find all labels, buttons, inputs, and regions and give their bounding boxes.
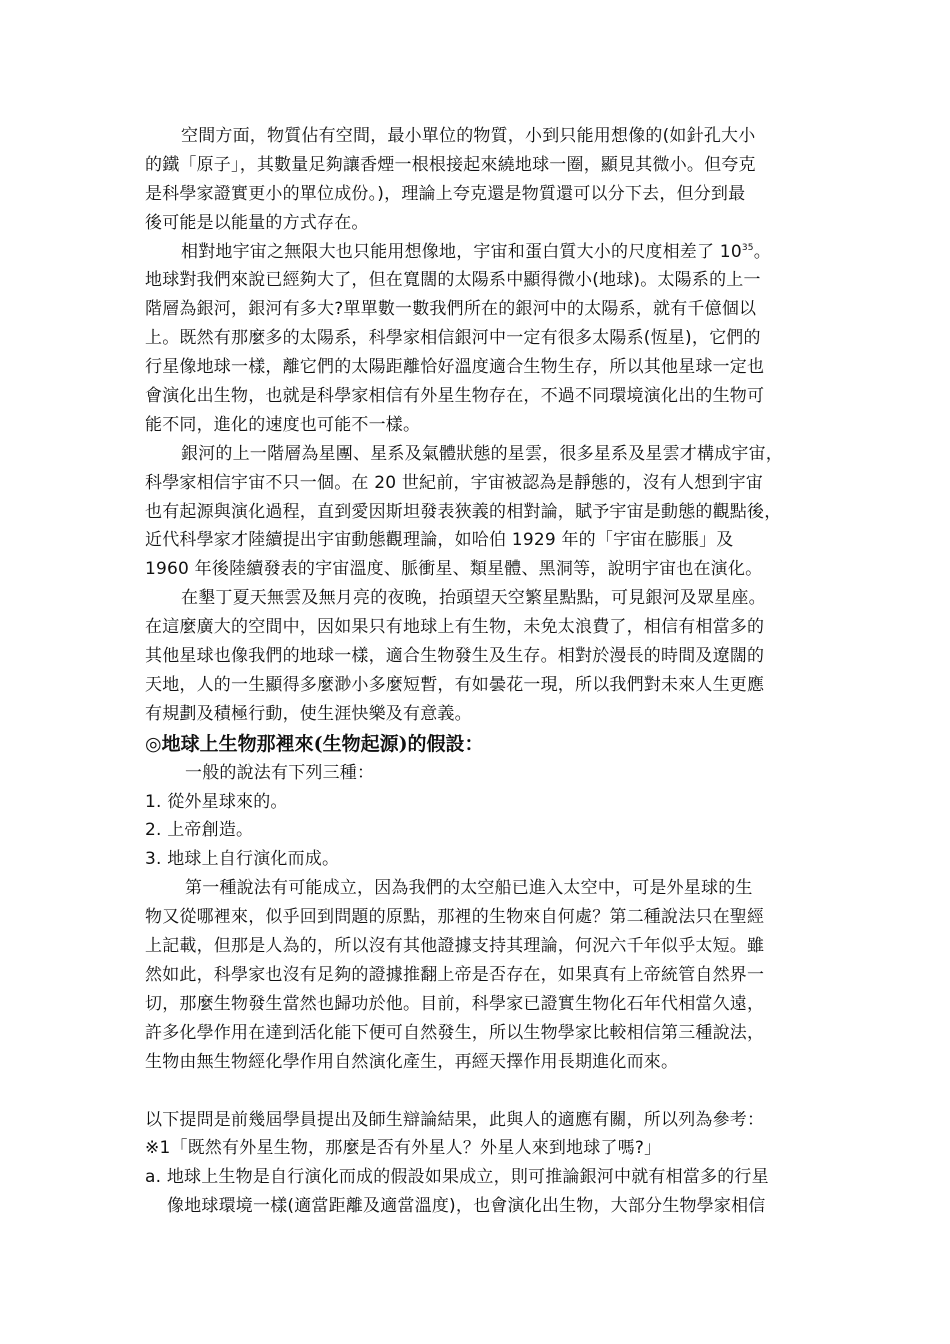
paragraph-text: 相對地宇宙之無限大也只能用想像地，宇宙和蛋白質大小的尺度相差了 10 — [181, 241, 742, 262]
paragraph-line: 切，那麼生物發生當然也歸功於他。目前，科學家已證實生物化石年代相當久遠， — [145, 993, 765, 1014]
paragraph-line: 其他星球也像我們的地球一樣，適合生物發生及生存。相對於漫長的時間及遼闊的 — [145, 646, 765, 667]
paragraph-line: 在墾丁夏天無雲及無月亮的夜晚，抬頭望天空繁星點點，可見銀河及眾星座。 — [181, 588, 766, 609]
paragraph-text: 。 — [753, 241, 771, 262]
paragraph-line: 行星像地球一樣，離它們的太陽距離恰好溫度適合生物生存，所以其他星球一定也 — [145, 357, 765, 378]
exponent: 35 — [741, 242, 754, 253]
list-item: 3. 地球上自行演化而成。 — [145, 849, 340, 870]
paragraph-line: 天地，人的一生顯得多麼渺小多麼短暫，有如曇花一現，所以我們對未來人生更應 — [145, 674, 765, 695]
answer-line: 像地球環境一樣(適當距離及適當溫度)，也會演化出生物，大部分生物學家相信 — [167, 1196, 766, 1217]
paragraph-line: 1960 年後陸續發表的宇宙溫度、脈衝星、類星體、黑洞等，說明宇宙也在演化。 — [145, 559, 763, 580]
paragraph-line: 許多化學作用在達到活化能下便可自然發生，所以生物學家比較相信第三種說法， — [145, 1022, 765, 1043]
paragraph-line: 地球對我們來說已經夠大了，但在寬闊的太陽系中顯得微小(地球)。太陽系的上一 — [145, 270, 761, 291]
paragraph-line: 空間方面，物質佔有空間，最小單位的物質，小到只能用想像的(如針孔大小 — [181, 126, 756, 146]
paragraph-line: 在這麼廣大的空間中，因如果只有地球上有生物，未免太浪費了，相信有相當多的 — [145, 617, 765, 638]
paragraph-line: 以下提問是前幾屆學員提出及師生辯論結果，此與人的適應有關，所以列為參考： — [145, 1109, 765, 1130]
blank-line — [145, 1077, 857, 1106]
paragraph-line: 階層為銀河，銀河有多大?單單數一數我們所在的銀河中的太陽系，就有千億個以 — [145, 299, 757, 320]
paragraph-line: 近代科學家才陸續提出宇宙動態觀理論，如哈伯 1929 年的「宇宙在膨脹」及 — [145, 530, 734, 551]
section-heading: ◎地球上生物那裡來(生物起源)的假設： — [145, 732, 484, 755]
paragraph-line: 銀河的上一階層為星團、星系及氣體狀態的星雲，很多星系及星雲才構成宇宙， — [181, 443, 783, 464]
paragraph-line: 後可能是以能量的方式存在。 — [145, 212, 369, 233]
paragraph-line: 物又從哪裡來，似乎回到問題的原點，那裡的生物來自何處？第二種說法只在聖經 — [145, 907, 765, 928]
list-item: 2. 上帝創造。 — [145, 820, 254, 841]
paragraph-line: 有規劃及積極行動，使生涯快樂及有意義。 — [145, 703, 472, 724]
intro-line: 一般的說法有下列三種： — [185, 762, 375, 783]
paragraph-line: 會演化出生物，也就是科學家相信有外星生物存在，不過不同環境演化出的生物可 — [145, 386, 765, 407]
paragraph-line: 上記載，但那是人為的，所以沒有其他證據支持其理論，何況六千年似乎太短。雖 — [145, 936, 765, 957]
paragraph-line: 上。既然有那麼多的太陽系，科學家相信銀河中一定有很多太陽系(恆星)，它們的 — [145, 328, 761, 349]
paragraph-line: 也有起源與演化過程，直到愛因斯坦發表狹義的相對論，賦予宇宙是動態的觀點後， — [145, 501, 782, 522]
paragraph-line: 生物由無生物經化學作用自然演化產生，再經天擇作用長期進化而來。 — [145, 1051, 679, 1072]
paragraph-line: 然如此，科學家也沒有足夠的證據推翻上帝是否存在，如果真有上帝統管自然界一 — [145, 964, 765, 985]
paragraph-line: 科學家相信宇宙不只一個。在 20 世紀前，宇宙被認為是靜態的，沒有人想到宇宙 — [145, 472, 764, 493]
answer-line: a. 地球上生物是自行演化而成的假設如果成立，則可推論銀河中就有相當多的行星 — [145, 1167, 769, 1188]
paragraph-line: 能不同，進化的速度也可能不一樣。 — [145, 414, 421, 435]
paragraph-line — [145, 238, 857, 267]
question-line: ※1「既然有外星生物，那麼是否有外星人？外星人來到地球了嗎?」 — [145, 1138, 662, 1159]
list-item: 1. 從外星球來的。 — [145, 791, 288, 812]
paragraph-line: 第一種說法有可能成立，因為我們的太空船已進入太空中，可是外星球的生 — [185, 878, 753, 899]
paragraph-line: 是科學家證實更小的單位成份。)，理論上夸克還是物質還可以分下去，但分到最 — [145, 183, 746, 204]
document-body — [145, 122, 857, 1221]
paragraph-line: 的鐵「原子」，其數量足夠讓香煙一根根接起來繞地球一圈，顯見其微小。但夸克 — [145, 154, 756, 175]
